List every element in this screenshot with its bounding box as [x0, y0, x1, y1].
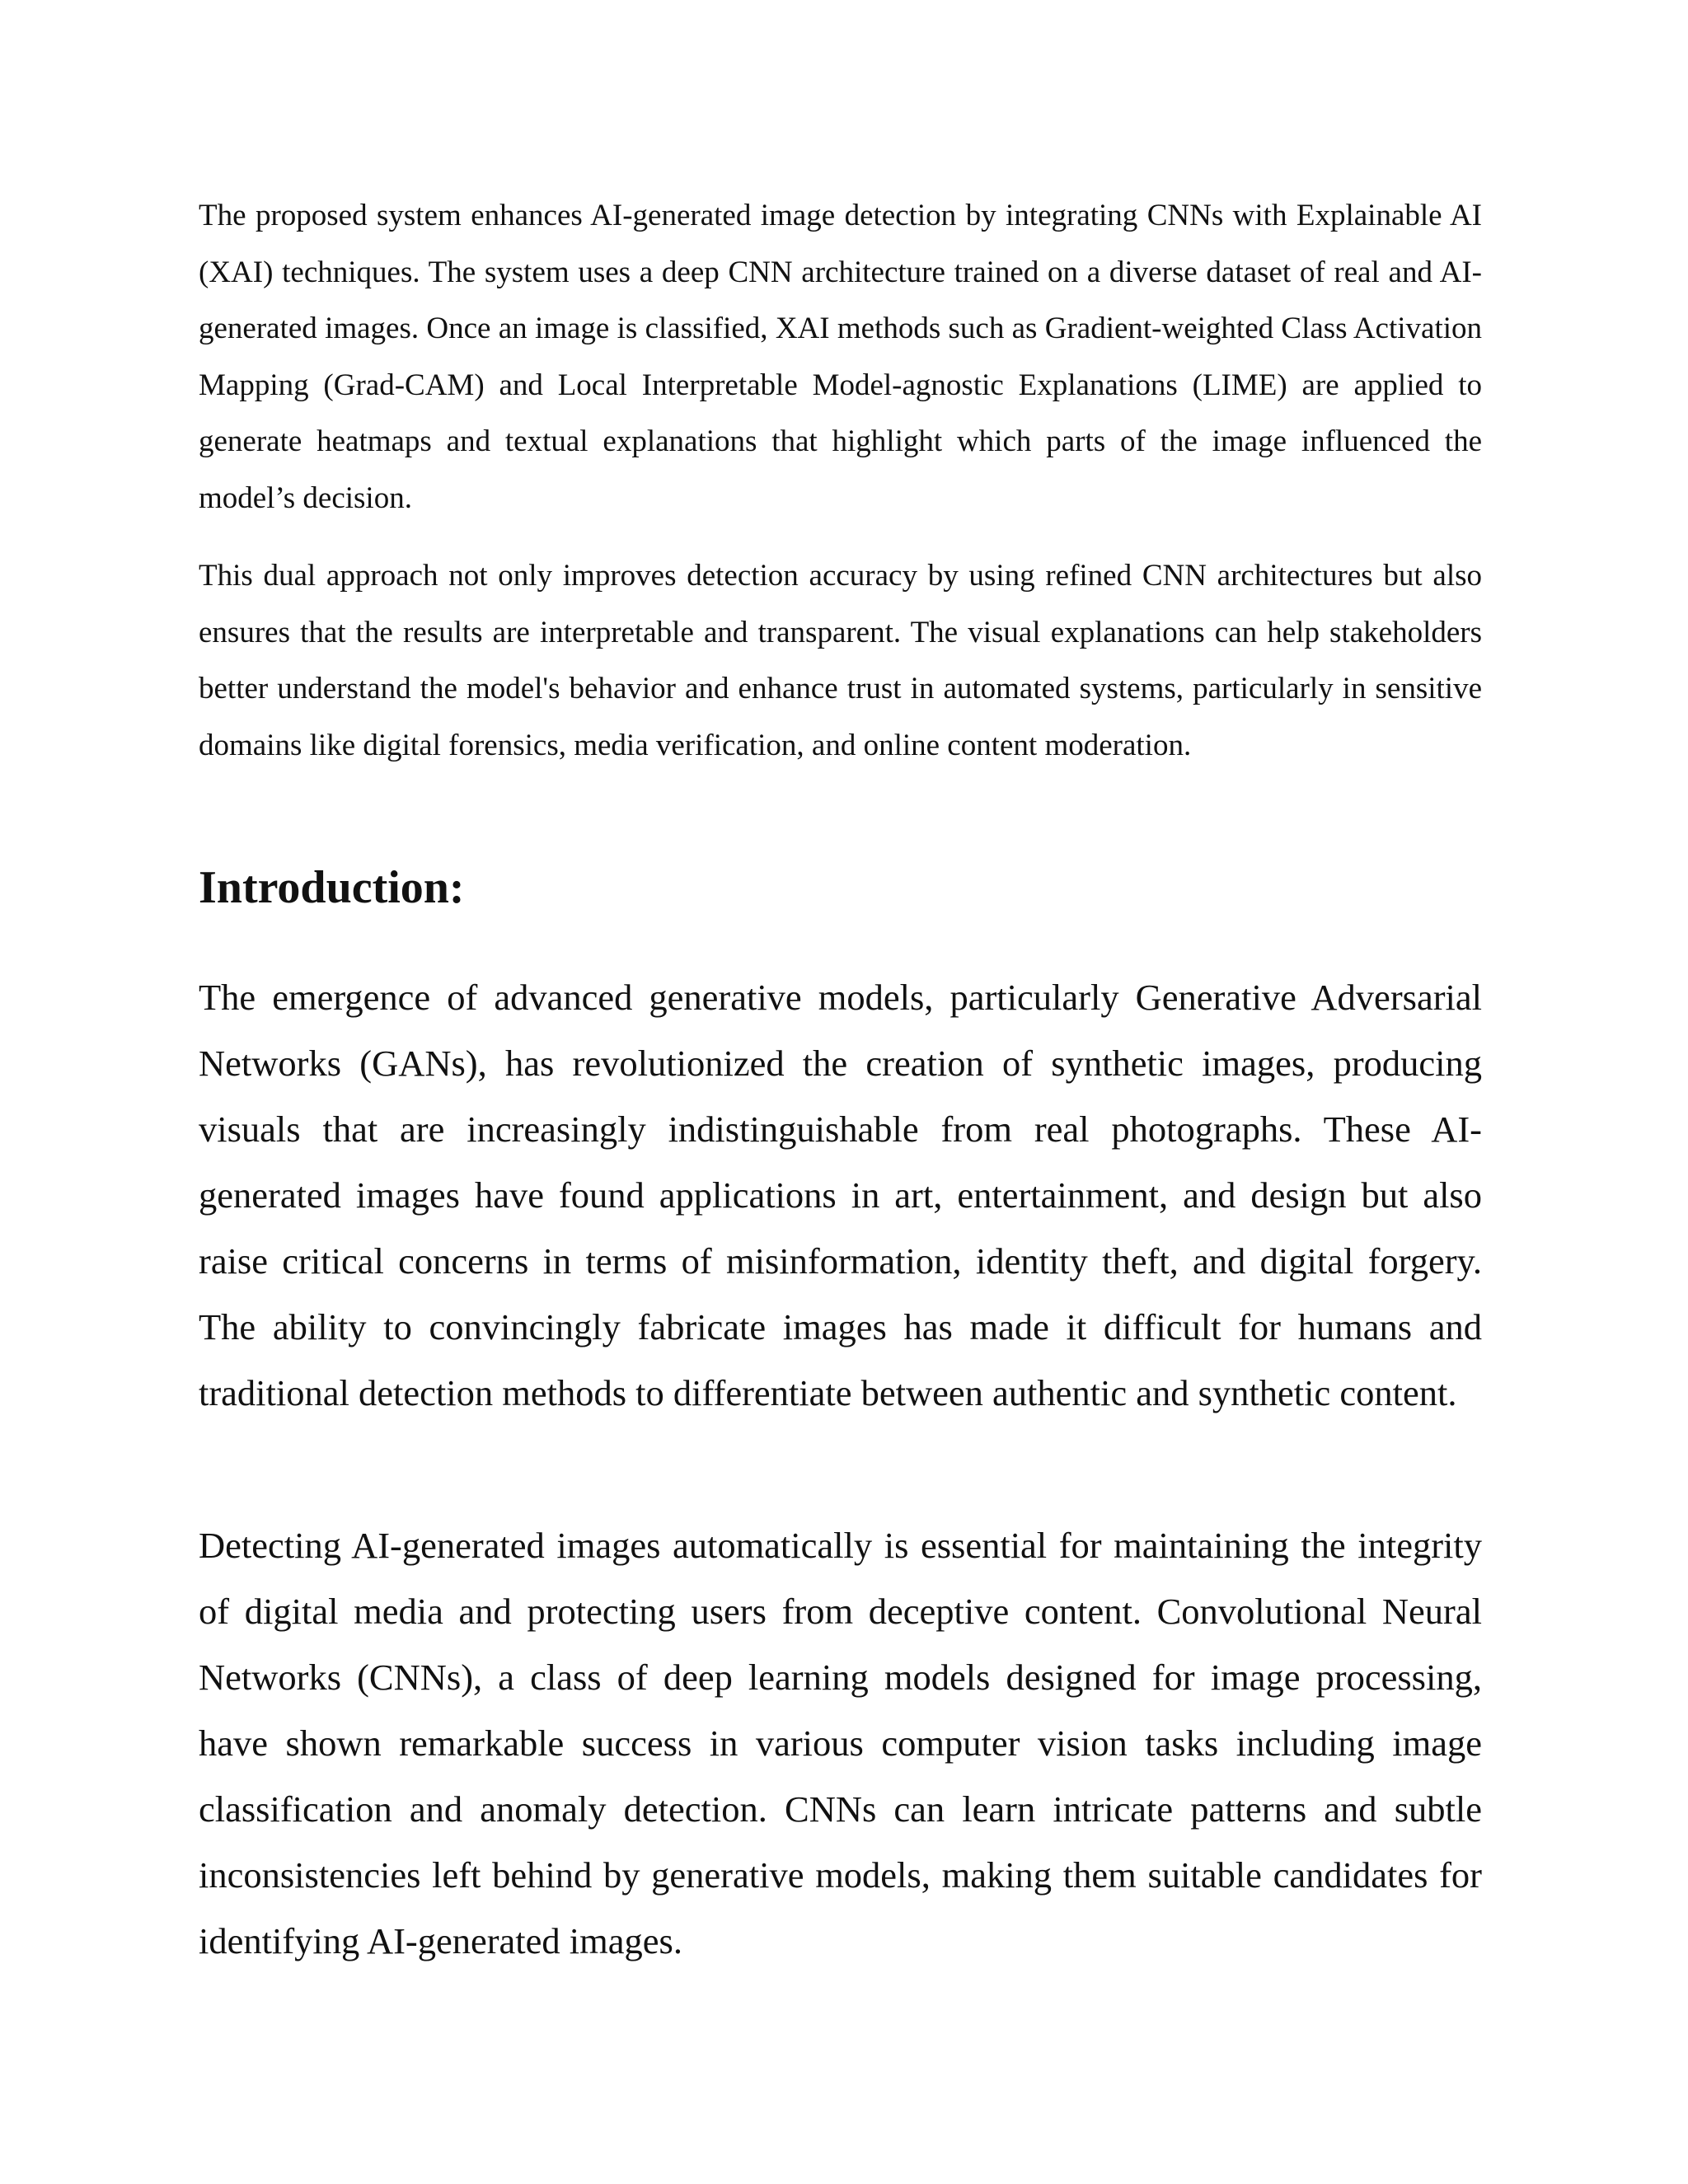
- introduction-heading: Introduction:: [199, 862, 465, 913]
- summary-paragraph-dual-approach: This dual approach not only improves detection accuracy by using refined CNN architectures but also ensures that the results are interpretable and transparent. The visual explanations can help stakeholders better understand the model's behavior and enhance trust in automated systems, particularly in sensitive domains like digital forensics, media verification, and online content moderation.: [199, 559, 1482, 762]
- introduction-paragraph-detecting: Detecting AI-generated images automatically is essential for maintaining the integrity of digital media and protecting users from deceptive content. Convolutional Neural Networks (CNNs), a class of deep learning models designed for image processing, have shown remarkable success in various computer vision tasks including image classification and anomaly detection. CNNs can learn intricate patterns and subtle inconsistencies left behind by generative models, making them suitable candidates for identifying AI-generated images.: [199, 1525, 1482, 1961]
- summary-paragraph-proposed-system: The proposed system enhances AI-generated image detection by integrating CNNs with Explainable AI (XAI) techniques. The system uses a deep CNN architecture trained on a diverse dataset of real and AI-generated images. Once an image is classified, XAI methods such as Gradient-weighted Class Activation Mapping (Grad-CAM) and Local Interpretable Model-agnostic Explanations (LIME) are applied to generate heatmaps and textual explanations that highlight which parts of the image influenced the model’s decision.: [199, 199, 1482, 515]
- introduction-paragraph-emergence: The emergence of advanced generative models, particularly Generative Adversarial Networks (GANs), has revolutionized the creation of synthetic images, producing visuals that are increasingly indistinguishable from real photographs. These AI-generated images have found applications in art, entertainment, and design but also raise critical concerns in terms of misinformation, identity theft, and digital forgery. The ability to convincingly fabricate images has made it difficult for humans and traditional detection methods to differentiate between authentic and synthetic content.: [199, 977, 1482, 1413]
